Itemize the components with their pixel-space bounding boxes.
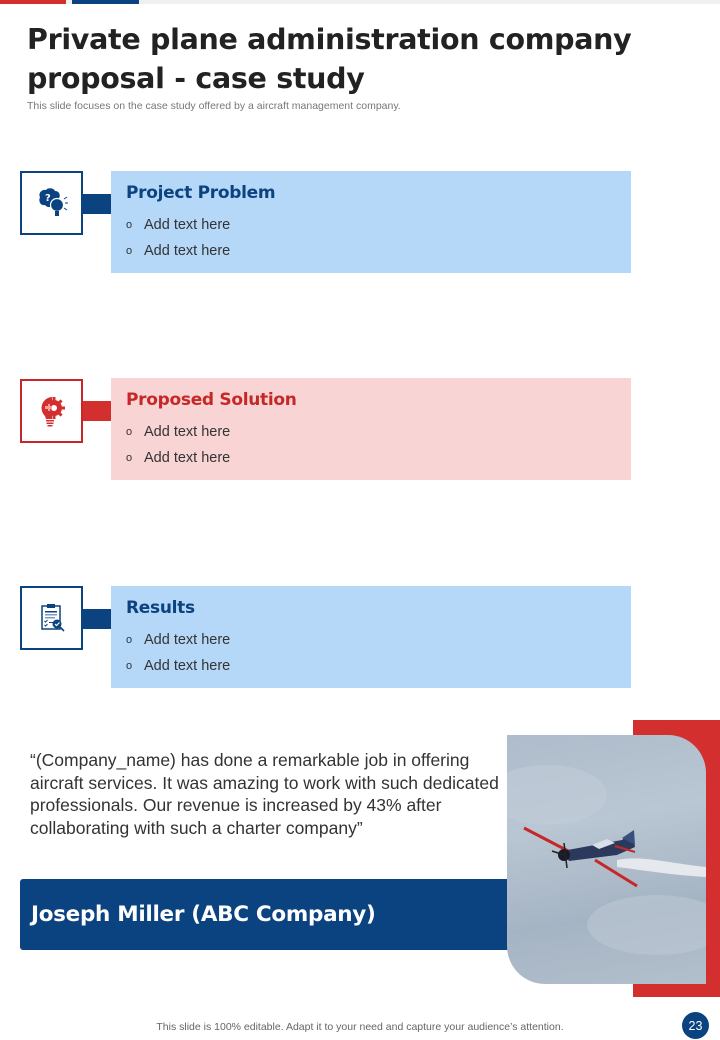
results-connector xyxy=(83,609,111,629)
bullet-circle-icon: o xyxy=(126,634,133,646)
svg-text:?: ? xyxy=(44,193,51,204)
proposed-solution-icon-box xyxy=(20,379,83,443)
project-problem-title: Project Problem xyxy=(126,183,276,203)
project-problem-icon-box xyxy=(20,171,83,235)
footer-note: This slide is 100% editable. Adapt it to your need and capture your audience’s attention. xyxy=(156,1021,564,1033)
proposed-solution-title: Proposed Solution xyxy=(126,390,297,410)
page-number-badge: 23 xyxy=(682,1012,709,1039)
project-problem-card xyxy=(111,171,631,273)
testimonial-quote: “(Company_name) has done a remarkable job in offering aircraft services. It was amazing to work with such dedicated professionals. Our revenue is increased by 43% after collaborating with such a charter company” xyxy=(30,750,499,838)
bullet-circle-icon: o xyxy=(126,660,133,672)
results-icon-box xyxy=(20,586,83,650)
project-problem-connector xyxy=(83,194,111,214)
proposed-solution-connector xyxy=(83,401,111,421)
testimonial-author-bar xyxy=(20,879,520,950)
results-card xyxy=(111,586,631,688)
bullet-circle-icon: o xyxy=(126,219,133,231)
list-item: o Add text here xyxy=(126,217,231,233)
page-title: Private plane administration company proposal - case study xyxy=(27,23,632,95)
list-item: o Add text here xyxy=(126,243,231,259)
top-accent-blue xyxy=(72,0,139,4)
lightbulb-gear-puzzle-icon xyxy=(35,393,69,429)
plane-illustration-icon xyxy=(507,735,706,984)
bullet-circle-icon: o xyxy=(126,426,133,438)
testimonial-author: Joseph Miller (ABC Company) xyxy=(31,902,376,927)
aerobatic-plane-photo xyxy=(507,735,706,984)
results-title: Results xyxy=(126,598,195,618)
page-subtitle: This slide focuses on the case study offered by a aircraft management company. xyxy=(27,100,401,112)
list-item: o Add text here xyxy=(126,450,231,466)
list-item: o Add text here xyxy=(126,424,231,440)
clipboard-magnifier-check-icon xyxy=(36,601,68,635)
bullet-circle-icon: o xyxy=(126,245,133,257)
bullet-circle-icon: o xyxy=(126,452,133,464)
top-accent-bar xyxy=(0,0,720,4)
list-item: o Add text here xyxy=(126,632,231,648)
proposed-solution-card xyxy=(111,378,631,480)
list-item: o Add text here xyxy=(126,658,231,674)
brain-question-lightbulb-icon xyxy=(34,185,70,221)
top-accent-red xyxy=(0,0,66,4)
